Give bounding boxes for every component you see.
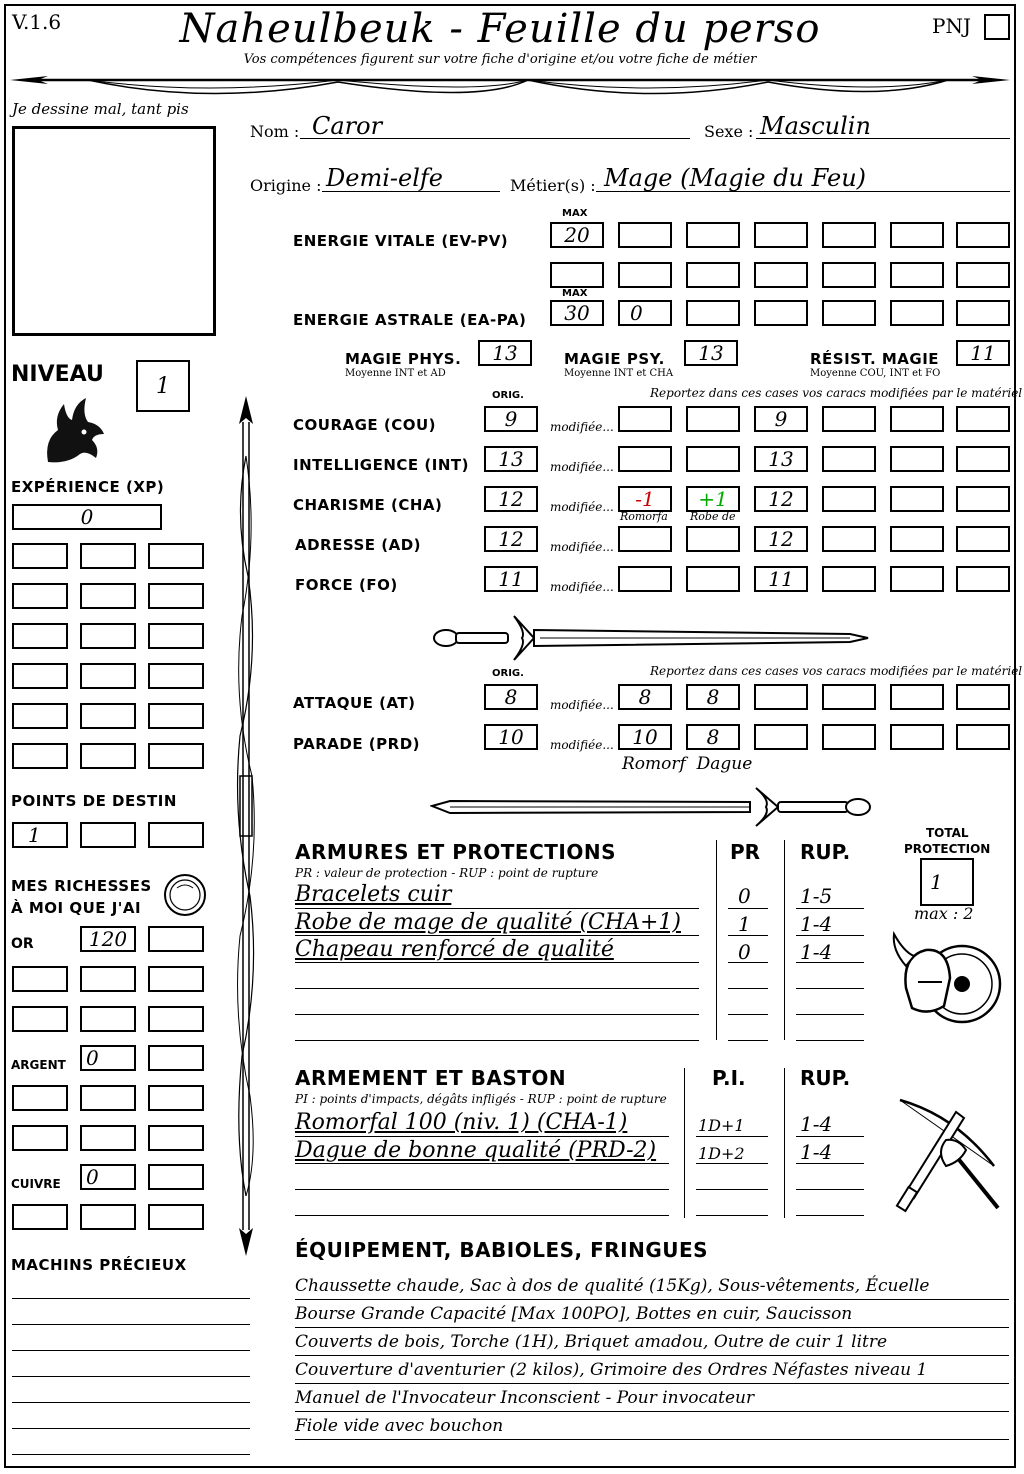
ad-mod-value: 12 (768, 527, 794, 551)
ea-max-value: 30 (564, 301, 590, 325)
armures-row-line (295, 962, 699, 963)
ea-current-value: 0 (630, 301, 643, 325)
armement-row-line (796, 1136, 864, 1137)
equipement-line[interactable]: Chaussette chaude, Sac à dos de qualité (15Kg), Sous-vêtements, Écuelle (295, 1276, 930, 1296)
magie-psy-note: Moyenne INT et CHA (564, 368, 674, 379)
fo-orig-box[interactable] (484, 566, 538, 592)
cha-mod-box[interactable] (686, 486, 740, 512)
ea-max-label: MAX (562, 288, 588, 299)
ad-mod-box[interactable] (618, 526, 672, 552)
equipement-line[interactable]: Couverture d'aventurier (2 kilos), Grimoire des Ordres Néfastes niveau 1 (295, 1360, 928, 1380)
argent-box[interactable] (12, 1085, 68, 1111)
magie-phys-box[interactable] (478, 340, 532, 366)
magie-psy-box[interactable] (684, 340, 738, 366)
cha-mod-box[interactable] (618, 486, 672, 512)
sword-illustration (430, 784, 874, 830)
magie-psy-label: MAGIE PSY. (564, 350, 665, 368)
sexe-label: Sexe : (704, 122, 754, 141)
ev-box[interactable] (550, 262, 604, 288)
ev-box[interactable] (618, 222, 672, 248)
int-modif-label: modifiée... (550, 460, 614, 474)
armures-row-line (796, 962, 864, 963)
or-box[interactable] (148, 966, 204, 992)
cuivre-box[interactable] (148, 1204, 204, 1230)
cha-modif-label: modifiée... (550, 500, 614, 514)
armure-rup[interactable]: 1-4 (800, 940, 833, 964)
prd-mod-box[interactable] (686, 724, 740, 750)
cou-mod-value: 9 (774, 407, 788, 431)
armures-row-line (295, 935, 699, 936)
prd-label: PARADE (PRD) (293, 735, 421, 753)
cou-orig-value: 9 (504, 407, 518, 431)
or-box[interactable] (80, 966, 136, 992)
armures-row-line (728, 935, 768, 936)
xp-extra-box[interactable] (12, 583, 68, 609)
armement-col-divider (684, 1068, 685, 1218)
xp-extra-box[interactable] (80, 583, 136, 609)
armures-row-line (728, 962, 768, 963)
arme-pi[interactable]: 1D+1 (698, 1116, 745, 1135)
at-orig-box[interactable] (484, 684, 538, 710)
cou-mod-box[interactable] (754, 406, 808, 432)
total-protection-value: 1 (930, 870, 943, 894)
origine-label: Origine : (250, 176, 322, 195)
page-subtitle: Vos compétences figurent sur votre fiche d'origine et/ou votre fiche de métier (243, 52, 757, 67)
xp-extra-box[interactable] (80, 743, 136, 769)
armure-name[interactable]: Chapeau renforcé de qualité (295, 937, 614, 962)
equipement-line[interactable]: Manuel de l'Invocateur Inconscient - Pour invocateur (295, 1388, 755, 1408)
equipement-row-line (295, 1439, 1009, 1440)
equipement-row-line (295, 1327, 1009, 1328)
niveau-value: 1 (156, 373, 170, 399)
magie-phys-value: 13 (492, 341, 518, 365)
destin-box[interactable] (148, 822, 204, 848)
argent-box[interactable] (12, 1125, 68, 1151)
armures-row-line (728, 908, 768, 909)
cha-mod-value: 12 (768, 487, 794, 511)
fo-orig-value: 11 (498, 567, 524, 591)
machins-line[interactable] (12, 1428, 250, 1429)
equipement-line[interactable]: Couverts de bois, Torche (1H), Briquet amadou, Outre de cuir 1 litre (295, 1332, 888, 1352)
ea-box[interactable] (754, 300, 808, 326)
or-box[interactable] (80, 926, 136, 952)
sexe-value[interactable]: Masculin (760, 112, 871, 140)
armures-row-line (728, 988, 768, 989)
ea-box[interactable] (822, 300, 876, 326)
portrait-box[interactable] (12, 126, 216, 336)
ev-box[interactable] (754, 262, 808, 288)
ea-max-box[interactable] (550, 300, 604, 326)
destin-label: POINTS DE DESTIN (11, 792, 177, 810)
or-box[interactable] (80, 1006, 136, 1032)
at-mod-box[interactable] (956, 684, 1010, 710)
armement-row-line (696, 1189, 768, 1190)
armement-row-line (696, 1215, 768, 1216)
armure-pr[interactable]: 1 (738, 912, 751, 936)
sword-illustration (430, 610, 870, 666)
ea-box[interactable] (686, 300, 740, 326)
weapons-icon (886, 1096, 1010, 1216)
cou-mod-box[interactable] (890, 406, 944, 432)
ad-orig-box[interactable] (484, 526, 538, 552)
magie-phys-label: MAGIE PHYS. (345, 350, 462, 368)
ad-modif-label: modifiée... (550, 540, 614, 554)
cou-mod-box[interactable] (956, 406, 1010, 432)
fo-mod-box[interactable] (890, 566, 944, 592)
armement-row-line (796, 1215, 864, 1216)
armures-col-divider (716, 840, 717, 1040)
ea-box[interactable] (890, 300, 944, 326)
ad-label: ADRESSE (AD) (295, 536, 422, 554)
at-mod-box[interactable] (686, 684, 740, 710)
armures-row-line (728, 1040, 768, 1041)
ev-box[interactable] (618, 262, 672, 288)
armement-pi-header: P.I. (712, 1066, 746, 1090)
or-value: 120 (88, 927, 128, 951)
origine-line (322, 191, 500, 192)
resist-magie-box[interactable] (956, 340, 1010, 366)
arme-name[interactable]: Dague de bonne qualité (PRD-2) (295, 1138, 657, 1163)
cha-mod-1-value: -1 (635, 487, 655, 511)
total-protection-label-1: TOTAL (926, 826, 969, 840)
at-mod-box[interactable] (754, 684, 808, 710)
ad-mod-box[interactable] (956, 526, 1010, 552)
ad-mod-box[interactable] (754, 526, 808, 552)
ad-mod-box[interactable] (890, 526, 944, 552)
argent-box[interactable] (148, 1045, 204, 1071)
or-label: OR (11, 936, 34, 952)
xp-extra-box[interactable] (80, 703, 136, 729)
armure-name[interactable]: Robe de mage de qualité (CHA+1) (295, 910, 681, 935)
equipement-line[interactable]: Bourse Grande Capacité [Max 100PO], Bottes en cuir, Saucisson (295, 1304, 853, 1324)
armement-row-line (796, 1163, 864, 1164)
int-mod-box[interactable] (956, 446, 1010, 472)
xp-extra-box[interactable] (148, 623, 204, 649)
armure-pr[interactable]: 0 (738, 884, 751, 908)
xp-extra-box[interactable] (80, 543, 136, 569)
xp-extra-box[interactable] (148, 703, 204, 729)
armement-row-line (696, 1136, 768, 1137)
ev-max-box[interactable] (550, 222, 604, 248)
ev-box[interactable] (686, 222, 740, 248)
armures-pr-header: PR (730, 840, 761, 864)
armures-title: ARMURES ET PROTECTIONS (295, 840, 616, 864)
caracs-orig-label: ORIG. (492, 390, 524, 401)
prd-mod-1-value: 10 (632, 725, 658, 749)
total-protection-max: max : 2 (914, 904, 974, 923)
armure-rup[interactable]: 1-5 (800, 884, 833, 908)
niveau-box[interactable] (136, 360, 190, 412)
int-mod-box[interactable] (890, 446, 944, 472)
int-orig-value: 13 (498, 447, 524, 471)
combat-notes: Romorf Dague (622, 754, 753, 774)
armement-row-line (696, 1163, 768, 1164)
at-mod-2-value: 8 (706, 685, 720, 709)
int-label: INTELLIGENCE (INT) (293, 456, 469, 474)
resist-magie-label: RÉSIST. MAGIE (810, 350, 940, 368)
int-mod-box[interactable] (618, 446, 672, 472)
argent-box[interactable] (148, 1125, 204, 1151)
fo-mod-box[interactable] (754, 566, 808, 592)
armement-row-line (796, 1189, 864, 1190)
cuivre-box[interactable] (80, 1204, 136, 1230)
or-box[interactable] (148, 926, 204, 952)
resist-magie-note: Moyenne COU, INT et FO (810, 368, 941, 379)
nom-label: Nom : (250, 122, 300, 141)
cuivre-value: 0 (86, 1165, 99, 1189)
resist-magie-value: 11 (970, 341, 996, 365)
ev-max-value: 20 (564, 223, 590, 247)
cha-mod-box[interactable] (754, 486, 808, 512)
armement-row-line (295, 1136, 669, 1137)
int-mod-box[interactable] (754, 446, 808, 472)
armures-row-line (796, 988, 864, 989)
total-protection-label-2: PROTECTION (904, 842, 991, 856)
cuivre-box[interactable] (12, 1204, 68, 1230)
int-mod-box[interactable] (822, 446, 876, 472)
ev-box[interactable] (956, 222, 1010, 248)
total-protection-box[interactable] (920, 858, 974, 906)
armement-col-divider (784, 1068, 785, 1218)
ev-box[interactable] (754, 222, 808, 248)
fo-mod-value: 11 (768, 567, 794, 591)
cou-mod-box[interactable] (686, 406, 740, 432)
cha-orig-value: 12 (498, 487, 524, 511)
xp-value: 0 (80, 505, 94, 529)
ev-box[interactable] (956, 262, 1010, 288)
combat-orig-label: ORIG. (492, 668, 524, 679)
armures-row-line (728, 1014, 768, 1015)
cou-mod-box[interactable] (618, 406, 672, 432)
at-mod-1-value: 8 (638, 685, 652, 709)
prd-mod-box[interactable] (890, 724, 944, 750)
argent-box[interactable] (80, 1125, 136, 1151)
arme-pi[interactable]: 1D+2 (698, 1144, 745, 1163)
version-label: V.1.6 (12, 10, 62, 34)
pnj-checkbox[interactable] (984, 14, 1010, 40)
cuivre-box[interactable] (80, 1164, 136, 1190)
armures-note: PR : valeur de protection - RUP : point de rupture (295, 866, 599, 880)
armures-row-line (796, 908, 864, 909)
fo-mod-box[interactable] (822, 566, 876, 592)
xp-extra-box[interactable] (80, 623, 136, 649)
coin-icon (162, 872, 208, 918)
cha-mod-2-value: +1 (698, 487, 728, 511)
machins-line[interactable] (12, 1402, 250, 1403)
machins-line[interactable] (12, 1324, 250, 1325)
xp-extra-box[interactable] (148, 543, 204, 569)
arme-rup[interactable]: 1-4 (800, 1112, 833, 1136)
at-label: ATTAQUE (AT) (293, 694, 416, 712)
int-mod-box[interactable] (686, 446, 740, 472)
cha-orig-box[interactable] (484, 486, 538, 512)
sexe-line (756, 138, 1010, 139)
metier-line (596, 191, 1010, 192)
machins-line[interactable] (12, 1298, 250, 1299)
armement-row-line (295, 1189, 669, 1190)
prd-orig-value: 10 (498, 725, 524, 749)
ev-box[interactable] (890, 222, 944, 248)
xp-extra-box[interactable] (12, 663, 68, 689)
destin-value: 1 (28, 823, 41, 847)
equipement-row-line (295, 1355, 1009, 1356)
armures-row-line (295, 988, 699, 989)
cha-note-2: Robe de (690, 510, 736, 523)
arme-name[interactable]: Romorfal 100 (niv. 1) (CHA-1) (295, 1110, 628, 1135)
portrait-caption: Je dessine mal, tant pis (12, 100, 189, 118)
ea-label: ENERGIE ASTRALE (EA-PA) (293, 311, 527, 329)
cha-mod-box[interactable] (956, 486, 1010, 512)
armures-col-divider (784, 840, 785, 1040)
cou-mod-box[interactable] (822, 406, 876, 432)
prd-mod-box[interactable] (618, 724, 672, 750)
cha-mod-box[interactable] (890, 486, 944, 512)
combat-report-note: Reportez dans ces cases vos caracs modifiées par le matériel (650, 664, 1023, 678)
argent-box[interactable] (80, 1045, 136, 1071)
cha-note-1: Romorfa (620, 510, 668, 523)
richesses-label-1: MES RICHESSES (11, 877, 152, 895)
fo-mod-box[interactable] (618, 566, 672, 592)
armement-row-line (295, 1215, 669, 1216)
xp-extra-box[interactable] (148, 743, 204, 769)
armures-row-line (295, 1040, 699, 1041)
argent-value: 0 (86, 1046, 99, 1070)
helmet-shield-icon (888, 926, 1004, 1034)
cou-modif-label: modifiée... (550, 420, 614, 434)
armures-row-line (295, 908, 699, 909)
equipement-row-line (295, 1411, 1009, 1412)
armure-name[interactable]: Bracelets cuir (295, 882, 452, 907)
xp-extra-box[interactable] (12, 743, 68, 769)
at-mod-box[interactable] (822, 684, 876, 710)
armures-row-line (796, 935, 864, 936)
machins-label: MACHINS PRÉCIEUX (11, 1256, 187, 1274)
armure-pr[interactable]: 0 (738, 940, 751, 964)
cuivre-label: CUIVRE (11, 1177, 61, 1191)
origine-value[interactable]: Demi-elfe (326, 164, 443, 192)
prd-mod-2-value: 8 (706, 725, 720, 749)
ev-box[interactable] (822, 262, 876, 288)
ad-mod-box[interactable] (822, 526, 876, 552)
equipement-row-line (295, 1299, 1009, 1300)
at-orig-value: 8 (504, 685, 518, 709)
arme-rup[interactable]: 1-4 (800, 1140, 833, 1164)
armures-row-line (295, 1014, 699, 1015)
armement-title: ARMEMENT ET BASTON (295, 1066, 567, 1090)
armure-rup[interactable]: 1-4 (800, 912, 833, 936)
ad-orig-value: 12 (498, 527, 524, 551)
at-mod-box[interactable] (890, 684, 944, 710)
int-orig-box[interactable] (484, 446, 538, 472)
xp-label: EXPÉRIENCE (XP) (11, 478, 165, 496)
armures-rup-header: RUP. (800, 840, 851, 864)
prd-modif-label: modifiée... (550, 738, 614, 752)
xp-extra-box[interactable] (12, 703, 68, 729)
ea-box[interactable] (618, 300, 672, 326)
machins-line[interactable] (12, 1350, 250, 1351)
ev-label: ENERGIE VITALE (EV-PV) (293, 232, 509, 250)
xp-extra-box[interactable] (148, 583, 204, 609)
metier-label: Métier(s) : (510, 176, 596, 195)
armures-row-line (796, 1014, 864, 1015)
xp-extra-box[interactable] (12, 543, 68, 569)
richesses-label-2: À MOI QUE J'AI (11, 899, 142, 917)
prd-mod-box[interactable] (754, 724, 808, 750)
armement-rup-header: RUP. (800, 1066, 851, 1090)
fo-modif-label: modifiée... (550, 580, 614, 594)
argent-box[interactable] (148, 1085, 204, 1111)
cha-mod-box[interactable] (822, 486, 876, 512)
at-modif-label: modifiée... (550, 698, 614, 712)
cha-label: CHARISME (CHA) (293, 496, 443, 514)
or-box[interactable] (12, 1006, 68, 1032)
ad-mod-box[interactable] (686, 526, 740, 552)
prd-mod-box[interactable] (822, 724, 876, 750)
dragon-icon (38, 394, 108, 466)
or-box[interactable] (12, 966, 68, 992)
argent-box[interactable] (80, 1085, 136, 1111)
xp-extra-box[interactable] (148, 663, 204, 689)
int-mod-value: 13 (768, 447, 794, 471)
destin-box[interactable] (12, 822, 68, 848)
nom-line (300, 138, 690, 139)
xp-box[interactable] (12, 504, 162, 530)
prd-mod-box[interactable] (956, 724, 1010, 750)
ea-box[interactable] (956, 300, 1010, 326)
spear-illustration (228, 396, 264, 1256)
machins-line[interactable] (12, 1454, 250, 1455)
ev-box[interactable] (822, 222, 876, 248)
machins-line[interactable] (12, 1376, 250, 1377)
cou-orig-box[interactable] (484, 406, 538, 432)
ev-box[interactable] (686, 262, 740, 288)
at-mod-box[interactable] (618, 684, 672, 710)
ev-max-label: MAX (562, 208, 588, 219)
fo-label: FORCE (FO) (295, 576, 398, 594)
armement-row-line (295, 1163, 669, 1164)
destin-box[interactable] (80, 822, 136, 848)
xp-extra-box[interactable] (80, 663, 136, 689)
equipement-row-line (295, 1383, 1009, 1384)
xp-extra-box[interactable] (12, 623, 68, 649)
argent-label: ARGENT (11, 1058, 66, 1072)
armement-note: PI : points d'impacts, dégâts infligés - RUP : point de rupture (295, 1092, 667, 1106)
page-title: Naheulbeuk - Feuille du perso (179, 6, 821, 52)
cuivre-box[interactable] (148, 1164, 204, 1190)
ev-box[interactable] (890, 262, 944, 288)
equipement-title: ÉQUIPEMENT, BABIOLES, FRINGUES (295, 1238, 709, 1262)
nom-value[interactable]: Caror (312, 112, 383, 140)
magie-phys-note: Moyenne INT et AD (345, 368, 446, 379)
prd-orig-box[interactable] (484, 724, 538, 750)
pnj-label: PNJ (932, 14, 971, 38)
armures-row-line (796, 1040, 864, 1041)
equipement-line[interactable]: Fiole vide avec bouchon (295, 1416, 504, 1436)
cou-label: COURAGE (COU) (293, 416, 437, 434)
fo-mod-box[interactable] (686, 566, 740, 592)
or-box[interactable] (148, 1006, 204, 1032)
magie-psy-value: 13 (698, 341, 724, 365)
niveau-label: NIVEAU (11, 362, 104, 387)
metier-value[interactable]: Mage (Magie du Feu) (604, 164, 867, 192)
caracs-report-note: Reportez dans ces cases vos caracs modifiées par le matériel (650, 386, 1023, 400)
fo-mod-box[interactable] (956, 566, 1010, 592)
